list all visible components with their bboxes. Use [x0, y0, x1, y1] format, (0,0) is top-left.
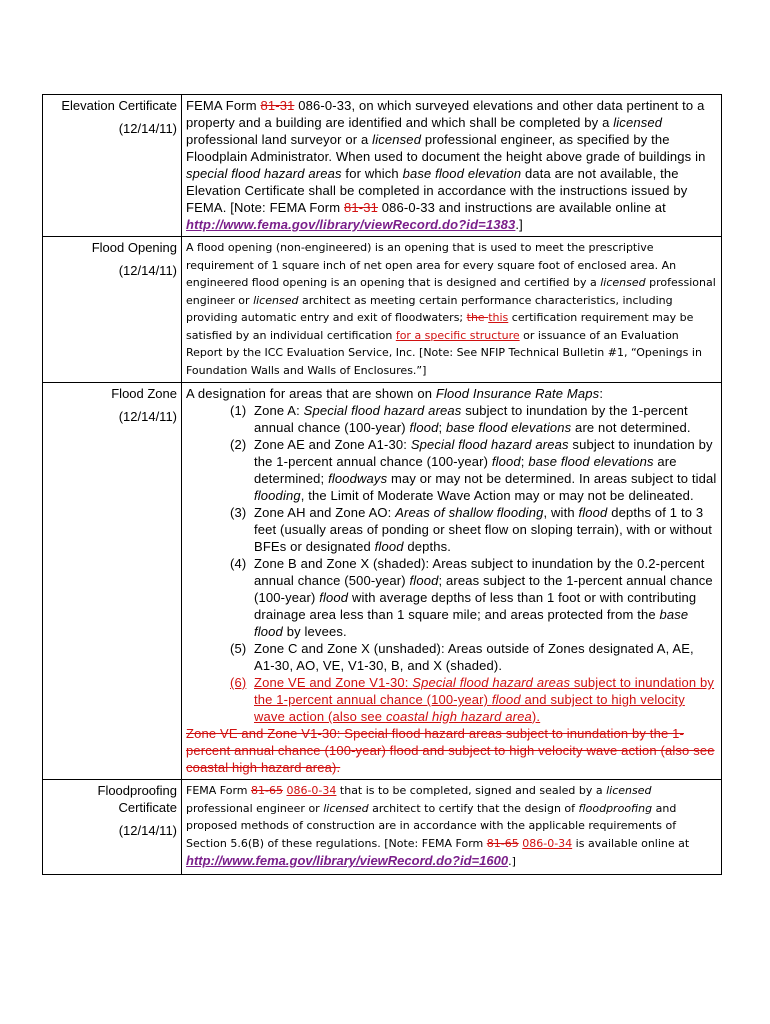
inserted-text: for a specific structure	[395, 328, 520, 342]
definition-text: A flood opening (non-engineered) is an opening that is used to meet the prescriptive requirement of 1 square inch of net open area for every square foot of enclosed area. An engineered flood opening is an opening that is designed and certified by a licensed professional engineer or licensed architect as meeting certain performance characteristics, including providing automatic entry and exit of floodwaters; the this certification requirement may be satisfied by an individual certification for a specific structure or issuance of an Evaluation Report by the ICC Evaluation Service, Inc. [Note: See NFIP Technical Bulletin #1, “Openings in Foundation Walls and Walls of Enclosures.”]	[182, 237, 722, 383]
term-date: (12/14/11)	[118, 409, 177, 424]
list-item: (3) Zone AH and Zone AO: Areas of shallow flooding, with flood depths of 1 to 3 feet (usually areas of ponding or sheet flow on sloping terrain), with or without BFEs or designated flood depths.	[230, 505, 713, 554]
term-label: Floodproofing Certificate	[97, 783, 177, 815]
term-cell	[43, 780, 182, 875]
fema-form-link[interactable]: http://www.fema.gov/library/viewRecord.do?id=1600	[186, 853, 509, 868]
deleted-paragraph: Zone VE and Zone V1-30: Special flood hazard areas subject to inundation by the 1-percent annual chance (100-year) flood and subject to high velocity wave action (also see coastal high hazard area).	[186, 726, 715, 775]
term-date: (12/14/11)	[118, 823, 177, 838]
fema-form-link[interactable]: http://www.fema.gov/library/viewRecord.do?id=1383	[186, 217, 516, 232]
definition-row-flood-zone	[43, 383, 722, 780]
list-item: (5) Zone C and Zone X (unshaded): Areas outside of Zones designated A, AE, A1-30, AO, VE, V1-30, B, and X (shaded).	[230, 641, 694, 673]
deleted-text: 81-65	[251, 784, 283, 797]
term-label: Elevation Certificate	[61, 98, 177, 113]
inserted-text: 086-0-34	[286, 784, 337, 797]
term-label: Flood Zone	[111, 386, 177, 401]
deleted-text: 81-31	[344, 200, 379, 215]
definition-text	[182, 383, 722, 780]
definition-text: FEMA Form 81-65 086-0-34 that is to be completed, signed and sealed by a licensed professional engineer or licensed architect to certify that the design of floodproofing and proposed methods of construction are in accordance with the applicable requirements of Section 5.6(B) of these regulations. [Note: FEMA Form 81-65 086-0-34 is available online at http://www.fema.gov/library/viewRecord.do?id=1600.]	[182, 780, 722, 875]
term-date: (12/14/11)	[118, 121, 177, 136]
term-cell	[43, 237, 182, 383]
inserted-text: 086-0-34	[522, 836, 573, 850]
definition-text: FEMA Form 81-31 086-0-33, on which surveyed elevations and other data pertinent to a property and a building are identified and which shall be completed by a licensed professional land surveyor or a licensed professional engineer, as specified by the Floodplain Administrator. When used to document the height above grade of buildings in special flood hazard areas for which base flood elevation data are not available, the Elevation Certificate shall be completed in accordance with the instructions issued by FEMA. [Note: FEMA Form 81-31 086-0-33 and instructions are available online at http://www.fema.gov/library/viewRecord.do?id=1383.]	[182, 95, 722, 237]
definition-row-elevation-certificate	[43, 95, 722, 237]
list-item: (1) Zone A: Special flood hazard areas subject to inundation by the 1-percent annual chance (100-year) flood; base flood elevations are not determined.	[230, 403, 691, 435]
zone-intro: A designation for areas that are shown on Flood Insurance Rate Maps:	[186, 386, 604, 401]
deleted-text: 81-65	[486, 836, 519, 850]
term-label: Flood Opening	[91, 240, 177, 255]
definitions-table	[42, 94, 722, 875]
inserted-text: this	[488, 311, 509, 324]
deleted-text: the	[466, 311, 489, 324]
list-item: (4) Zone B and Zone X (shaded): Areas subject to inundation by the 0.2-percent annual chance (500-year) flood; areas subject to the 1-percent annual chance (100-year) flood with average depths of less than 1 foot or with contributing drainage area less than 1 square mile; and areas protected from the base flood by levees.	[230, 556, 713, 639]
term-cell	[43, 95, 182, 237]
zone-list	[186, 402, 717, 725]
list-item-inserted: (6) Zone VE and Zone V1-30: Special flood hazard areas subject to inundation by the 1-percent annual chance (100-year) flood and subject to high velocity wave action (also see coastal high hazard area).	[230, 675, 715, 724]
definition-row-flood-opening	[43, 237, 722, 383]
deleted-text: 81-31	[260, 98, 295, 113]
term-cell	[43, 383, 182, 780]
definition-row-floodproofing-certificate	[43, 780, 722, 875]
list-item: (2) Zone AE and Zone A1-30: Special flood hazard areas subject to inundation by the 1-percent annual chance (100-year) flood; base flood elevations are determined; floodways may or may not be determined. In areas subject to tidal flooding, the Limit of Moderate Wave Action may or may not be delineated.	[230, 437, 717, 503]
term-date: (12/14/11)	[118, 263, 177, 278]
